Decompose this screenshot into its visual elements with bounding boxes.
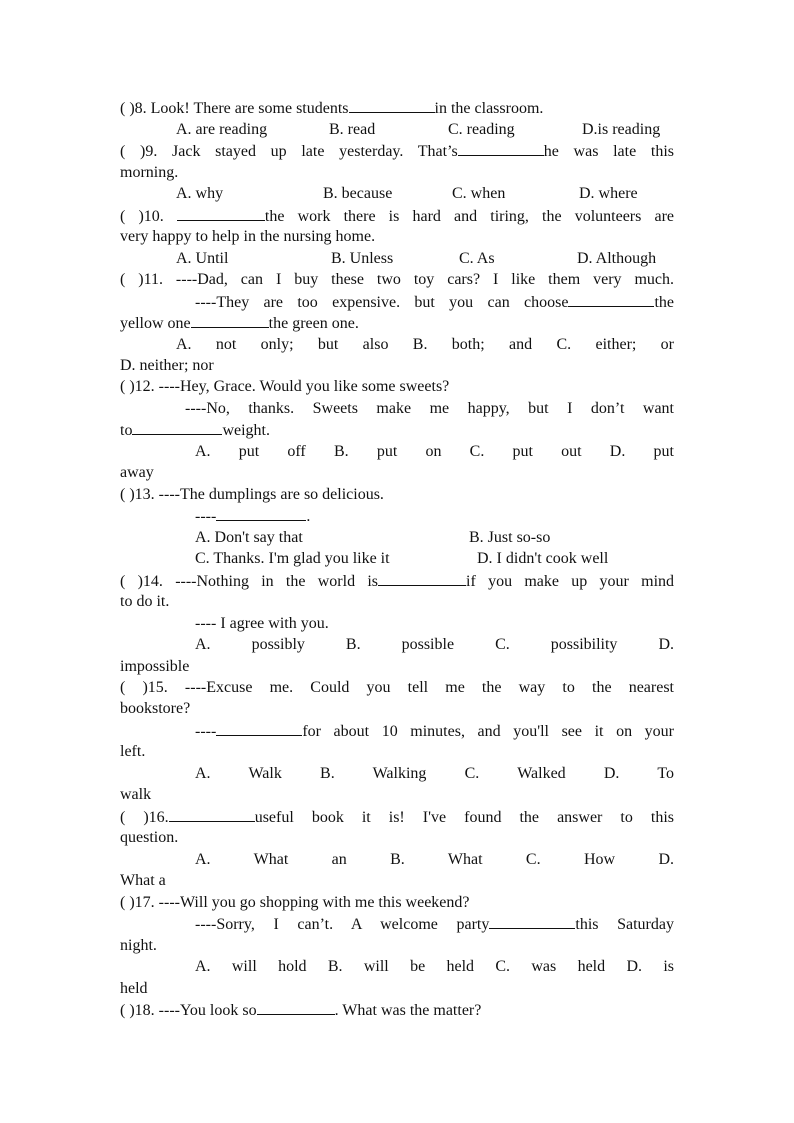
question-17-reply: ----Sorry, I can’t. A welcome party this Saturday [195, 913, 674, 936]
option-b[interactable]: B. because [323, 185, 393, 202]
question-11-options[interactable]: A. not only; but also B. both; and C. either; or [176, 336, 674, 353]
question-8-stem: ( )8. Look! There are some students in the classroom. [120, 97, 543, 120]
question-16-stem-cont: question. [120, 829, 179, 846]
answer-blank[interactable] [257, 999, 335, 1015]
question-9-stem: ( )9. Jack stayed up late yesterday. That’s he was late this [120, 140, 674, 163]
question-15-reply: ---- for about 10 minutes, and you'll see it on your [195, 720, 674, 743]
question-16-option-d-cont[interactable]: What a [120, 872, 166, 889]
question-12-option-d-cont[interactable]: away [120, 464, 154, 481]
option-b[interactable]: B. read [329, 121, 376, 138]
option-b[interactable]: B. Just so-so [469, 529, 551, 546]
answer-blank[interactable] [458, 140, 544, 156]
question-14-stem: ( )14. ----Nothing in the world is if you make up your mind [120, 570, 674, 593]
question-11-stem: ( )11. ----Dad, can I buy these two toy cars? I like them very much. [120, 271, 674, 288]
question-16-options[interactable]: A. What an B. What C. How D. [195, 851, 674, 868]
answer-blank[interactable] [132, 419, 222, 435]
answer-blank[interactable] [378, 570, 466, 586]
answer-blank[interactable] [216, 505, 306, 521]
question-11-option-d[interactable]: D. neither; nor [120, 357, 214, 374]
question-14-options[interactable]: A. possibly B. possible C. possibility D. [195, 636, 674, 653]
answer-blank[interactable] [568, 291, 654, 307]
answer-blank[interactable] [177, 205, 265, 221]
answer-blank[interactable] [216, 720, 302, 736]
option-c[interactable]: C. reading [448, 121, 515, 138]
option-c[interactable]: C. As [459, 250, 495, 267]
question-17-option-d-cont[interactable]: held [120, 980, 148, 997]
question-9-stem-cont: morning. [120, 164, 179, 181]
option-d[interactable]: D. Although [577, 250, 657, 267]
option-a[interactable]: A. are reading [176, 121, 268, 138]
question-13-reply: ---- . [195, 505, 310, 528]
question-12-stem: ( )12. ----Hey, Grace. Would you like some sweets? [120, 378, 450, 395]
question-10-stem-cont: very happy to help in the nursing home. [120, 228, 376, 245]
option-c[interactable]: C. when [452, 185, 506, 202]
answer-blank[interactable] [191, 312, 269, 328]
option-a[interactable]: A. why [176, 185, 224, 202]
question-18-stem: ( )18. ----You look so . What was the matter? [120, 999, 481, 1022]
option-a[interactable]: A. Until [176, 250, 229, 267]
question-14-option-d-cont[interactable]: impossible [120, 658, 190, 675]
answer-blank[interactable] [489, 913, 575, 929]
option-c[interactable]: C. Thanks. I'm glad you like it [195, 550, 390, 567]
question-13-stem: ( )13. ----The dumplings are so delicious. [120, 486, 384, 503]
question-11-reply: ----They are too expensive. but you can choose the [195, 291, 674, 314]
question-12-reply-cont: to weight. [120, 419, 270, 442]
question-17-options[interactable]: A. will hold B. will be held C. was held D. is [195, 958, 674, 975]
option-d[interactable]: D. I didn't cook well [477, 550, 609, 567]
question-14-stem-cont: to do it. [120, 593, 170, 610]
question-17-reply-cont: night. [120, 937, 157, 954]
answer-blank[interactable] [169, 806, 255, 822]
question-10-stem: ( )10. the work there is hard and tiring, the volunteers are [120, 205, 674, 228]
option-b[interactable]: B. Unless [331, 250, 394, 267]
question-15-stem: ( )15. ----Excuse me. Could you tell me the way to the nearest [120, 679, 674, 696]
question-15-reply-cont: left. [120, 743, 146, 760]
question-12-options[interactable]: A. put off B. put on C. put out D. put [195, 443, 674, 460]
question-15-option-d-cont[interactable]: walk [120, 786, 152, 803]
answer-blank[interactable] [349, 97, 435, 113]
question-15-stem-cont: bookstore? [120, 700, 191, 717]
question-14-reply: ---- I agree with you. [195, 615, 329, 632]
question-11-reply-cont: yellow one the green one. [120, 312, 359, 335]
question-16-stem: ( )16. useful book it is! I've found the answer to this [120, 806, 674, 829]
option-a[interactable]: A. Don't say that [195, 529, 303, 546]
option-d[interactable]: D.is reading [582, 121, 661, 138]
question-17-stem: ( )17. ----Will you go shopping with me this weekend? [120, 894, 470, 911]
question-15-options[interactable]: A. Walk B. Walking C. Walked D. To [195, 765, 674, 782]
option-d[interactable]: D. where [579, 185, 638, 202]
question-12-reply: ----No, thanks. Sweets make me happy, but I don’t want [185, 400, 674, 417]
